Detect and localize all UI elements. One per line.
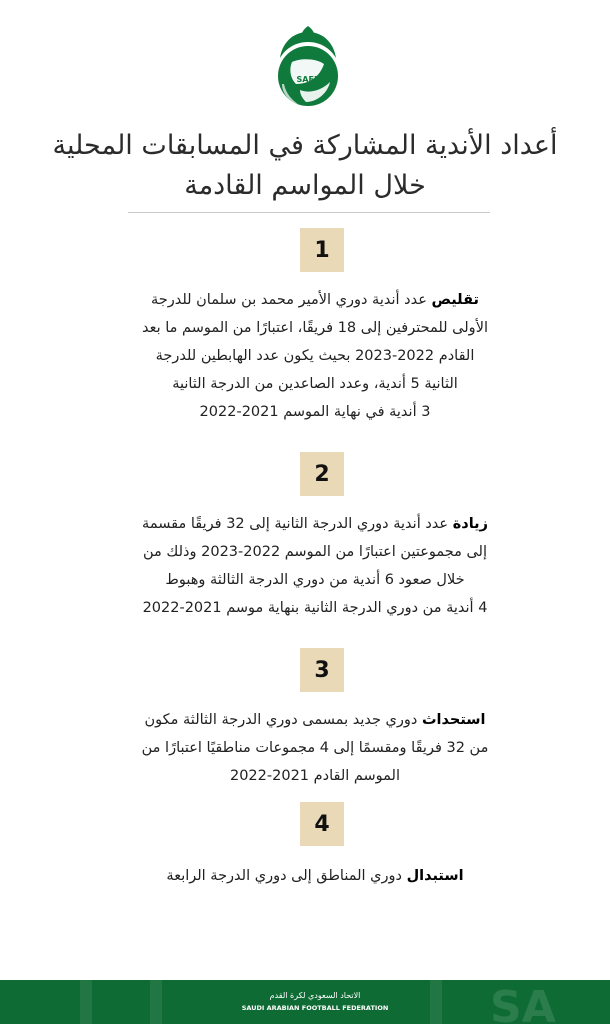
item-number-3: 3 — [300, 648, 344, 692]
item-2-line-2: إلى مجموعتين اعتبارًا من الموسم 2022-2023 وذلك من — [143, 544, 487, 560]
item-1-line-1 — [110, 286, 520, 314]
item-2-text — [110, 510, 520, 622]
item-3-line-2: من 32 فريقًا ومقسمًا إلى 4 مجموعات مناطقيًا اعتبارًا من — [141, 740, 489, 756]
item-3-line-3: الموسم القادم 2021-2022 — [229, 768, 401, 784]
item-number-4: 4 — [300, 802, 344, 846]
item-3-keyword: استحداث — [421, 712, 486, 728]
footer-stripe — [80, 980, 92, 1024]
item-2-line-3: خلال صعود 6 أندية من دوري الدرجة الثالثة وهبوط — [165, 572, 465, 588]
footer-watermark: SA — [490, 982, 556, 1024]
title-line-2: خلال المواسم القادمة — [184, 170, 426, 201]
footer-arabic-name: الاتحاد السعودي لكرة القدم — [269, 991, 361, 1000]
item-2-line-4: 4 أندية من دوري الدرجة الثانية بنهاية موسم 2021-2022 — [142, 600, 488, 616]
item-1-line-3: القادم 2022-2023 بحيث يكون عدد الهابطين للدرجة — [155, 348, 475, 364]
item-2-keyword: زيادة — [452, 516, 488, 532]
item-4-line-1 — [110, 862, 520, 890]
item-2-line-1-text: عدد أندية دوري الدرجة الثانية إلى 32 فريقًا مقسمة — [142, 516, 453, 532]
title-line-1: أعداد الأندية المشاركة في المسابقات المحلية — [52, 130, 558, 161]
item-1-line-2: الأولى للمحترفين إلى 18 فريقًا، اعتبارًا من الموسم ما بعد — [142, 320, 488, 336]
item-1-keyword: تقليص — [431, 292, 479, 308]
saff-palm-ball-logo-icon — [270, 24, 346, 116]
item-4-keyword: استبدال — [406, 868, 464, 884]
page-title — [30, 126, 580, 206]
footer-bar — [0, 980, 610, 1024]
item-1-text — [110, 286, 520, 426]
item-1-line-4: الثانية 5 أندية، وعدد الصاعدين من الدرجة الثانية — [172, 376, 458, 392]
item-3-line-1-text: دوري جديد بمسمى دوري الدرجة الثالثة مكون — [144, 712, 422, 728]
title-divider — [128, 212, 490, 213]
item-4-line-1-text: دوري المناطق إلى دوري الدرجة الرابعة — [166, 868, 407, 884]
footer-stripe — [150, 980, 162, 1024]
footer-english-name: SAUDI ARABIAN FOOTBALL FEDERATION — [241, 1004, 389, 1012]
item-4-text — [110, 862, 520, 890]
item-1-line-5: 3 أندية في نهاية الموسم 2021-2022 — [199, 404, 431, 420]
saff-logo — [270, 24, 346, 116]
item-2-line-1 — [110, 510, 520, 538]
footer-stripe — [430, 980, 442, 1024]
item-3-line-1 — [110, 706, 520, 734]
item-number-2: 2 — [300, 452, 344, 496]
item-1-line-1-text: عدد أندية دوري الأمير محمد بن سلمان للدرجة — [150, 292, 432, 308]
logo-text: SAFF — [296, 75, 320, 84]
item-3-text — [110, 706, 520, 790]
item-number-1: 1 — [300, 228, 344, 272]
